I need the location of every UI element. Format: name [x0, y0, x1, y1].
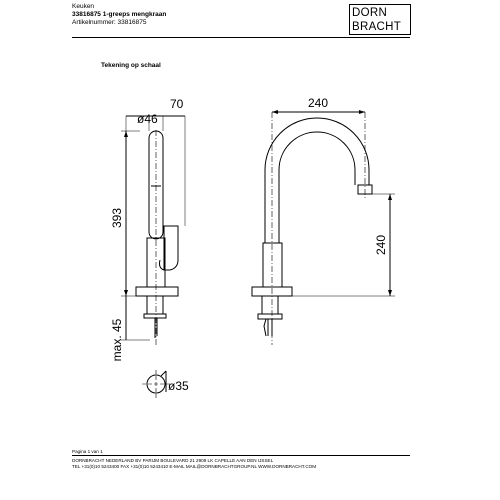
dim-height-front: 240 [374, 234, 388, 256]
product-title: 33816875 1-greeps mengkraan [72, 11, 167, 18]
dim-total-height: 393 [110, 207, 124, 229]
dim-width-front: 240 [307, 96, 329, 110]
footer-divider [72, 455, 410, 456]
dim-width-side: 70 [170, 97, 184, 111]
side-view-faucet [136, 131, 178, 393]
footer-address: DORNBRACHT NEDERLAND BV PARIJM BOULEVARD 21 2909 LK CAPELLE AAN DEN IJSSEL [72, 458, 274, 463]
category-label: Keuken [72, 3, 95, 10]
front-view-faucet [252, 118, 372, 336]
page-number: Pagina 1 van 1 [72, 449, 103, 454]
section-title: Tekening op schaal [101, 62, 161, 69]
footer-contact: TEL +31(0)10 5243400 FAX +31(0)10 5243410 E-MAIL MAIL@DORNBRACHTGROUP.NL WWW.DORNBRACHT.COM [72, 464, 317, 469]
dim-max-depth: max. 45 [110, 318, 124, 362]
dim-diameter-base: ø35 [168, 379, 189, 393]
logo-text-dorn: DORN [352, 7, 388, 19]
dim-diameter-top: ø46 [137, 112, 158, 126]
article-number: Artikelnummer: 33816875 [72, 19, 147, 26]
logo-text-bracht: BRACHT [352, 21, 402, 33]
